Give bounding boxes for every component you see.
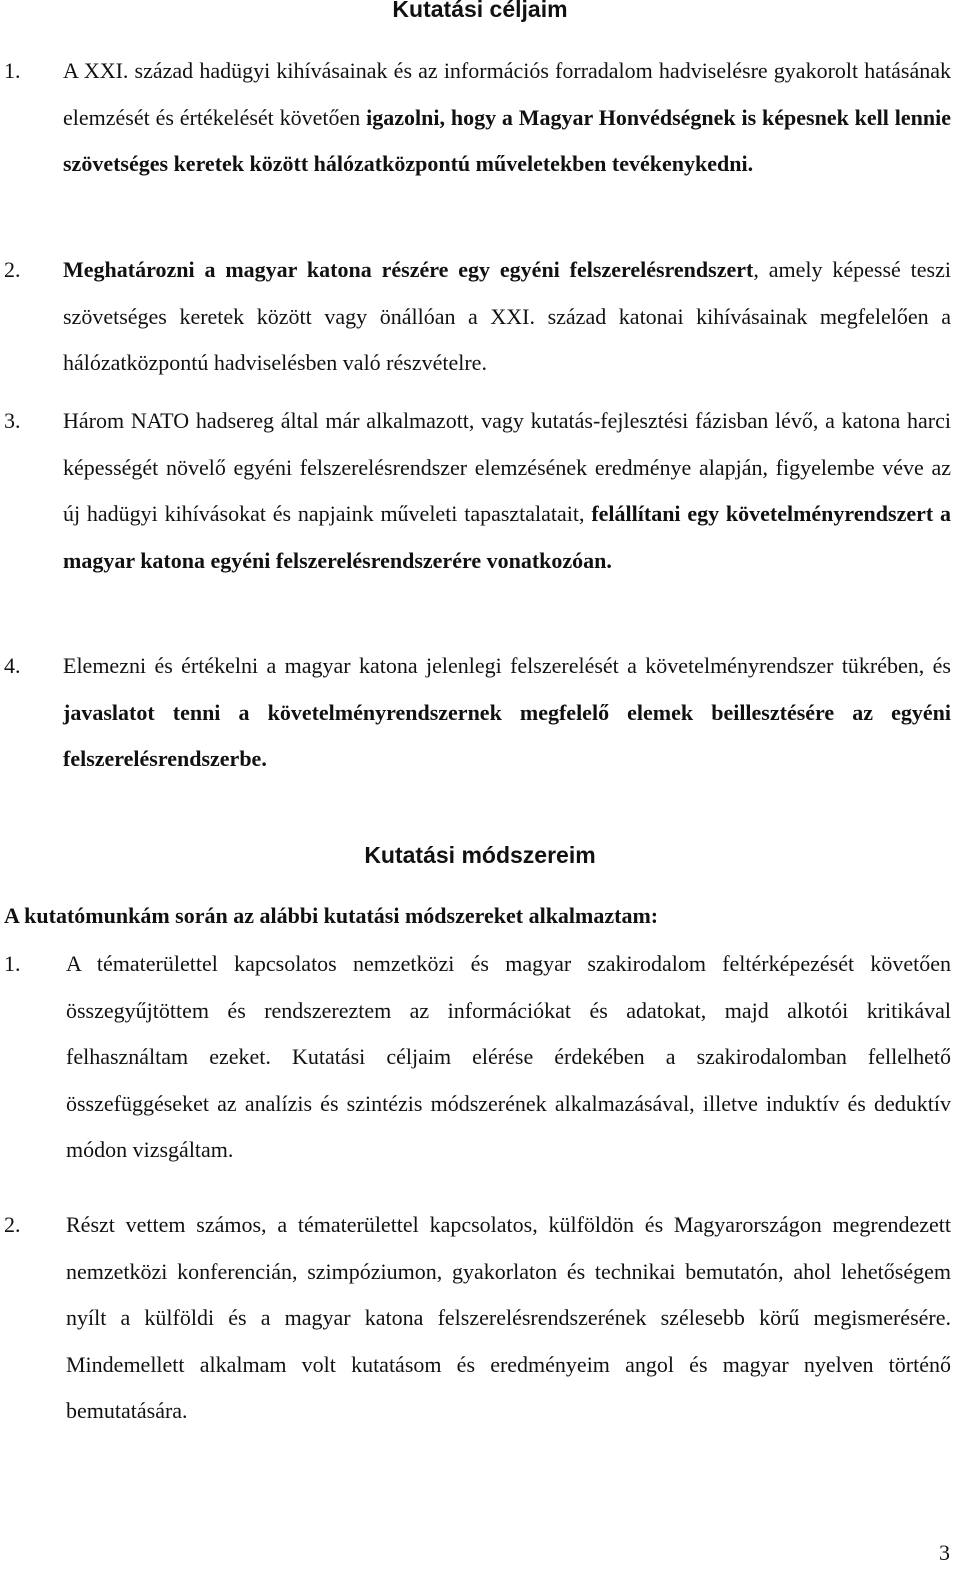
method-2-number: 2. xyxy=(4,1212,21,1237)
goal-1-text xyxy=(63,48,951,188)
goal-3-part-b: felállítani egy követelményrendszert a magyar katona egyéni felszerelésrendszerére vonatkozóan. xyxy=(63,501,951,573)
goal-1-number: 1. xyxy=(4,58,21,83)
method-1-number: 1. xyxy=(4,951,21,976)
goal-3-text xyxy=(63,398,951,584)
goal-2-text xyxy=(63,247,951,387)
goal-4-text xyxy=(63,643,951,783)
goal-2-part-b: , amely képessé teszi szövetséges keretek között vagy önállóan a XXI. század katonai kihívásainak megfelelően a hálózatközpontú hadviselésben való részvételre. xyxy=(63,257,951,375)
goal-4-part-b: javaslatot tenni a követelményrendszernek megfelelő elemek beillesztésére az egyéni felszerelésrendszerbe. xyxy=(63,699,951,771)
heading-research-goals: Kutatási céljaim xyxy=(392,0,568,22)
goal-2-part-a: Meghatározni a magyar katona részére egy egyéni felszerelésrendszert xyxy=(63,257,754,282)
methods-intro: A kutatómunkám során az alábbi kutatási módszereket alkalmaztam: xyxy=(4,903,659,928)
goal-1-part-b: igazolni, hogy a Magyar Honvédségnek is képesnek kell lennie szövetséges keretek között hálózatközpontú műveletekben tevékenykedni. xyxy=(63,104,951,176)
goal-1-part-a: A XXI. század hadügyi kihívásainak és az információs forradalom hadviselésre gyakorolt hatásának elemzését és értékelését követően xyxy=(63,58,951,130)
method-2-text: Részt vettem számos, a tématerülettel kapcsolatos, külföldön és Magyarországon megrendezett nemzetközi konferencián, szimpóziumon, gyakorlaton és technikai bemutatón, ahol lehetőségem nyílt a külföldi és a magyar katona felszerelésrendszerének szélesebb körű megismerésére. Mindemellett alkalmam volt kutatásom és eredményeim angol és magyar nyelven történő bemutatására. xyxy=(66,1212,951,1423)
goal-4-part-a: Elemezni és értékelni a magyar katona jelenlegi felszerelését a követelményrendszer tükrében, és xyxy=(63,653,951,678)
goal-3-number: 3. xyxy=(4,408,21,433)
heading-research-methods: Kutatási módszereim xyxy=(364,842,596,868)
goal-3-part-a: Három NATO hadsereg által már alkalmazott, vagy kutatás-fejlesztési fázisban lévő, a katona harci képességét növelő egyéni felszerelésrendszer elemzésének eredménye alapján, figyelembe véve az új hadügyi kihívásokat és napjaink műveleti tapasztalatait, xyxy=(63,408,951,526)
page-number: 3 xyxy=(939,1540,950,1565)
goal-4-number: 4. xyxy=(4,653,21,678)
goal-2-number: 2. xyxy=(4,257,21,282)
method-1-text: A tématerülettel kapcsolatos nemzetközi és magyar szakirodalom feltérképezését követően összegyűjtöttem és rendszereztem az információkat és adatokat, majd alkotói kritikával felhasználtam ezeket. Kutatási céljaim elérése érdekében a szakirodalomban fellelhető összefüggéseket az analízis és szintézis módszerének alkalmazásával, illetve induktív és deduktív módon vizsgáltam. xyxy=(66,951,951,1162)
